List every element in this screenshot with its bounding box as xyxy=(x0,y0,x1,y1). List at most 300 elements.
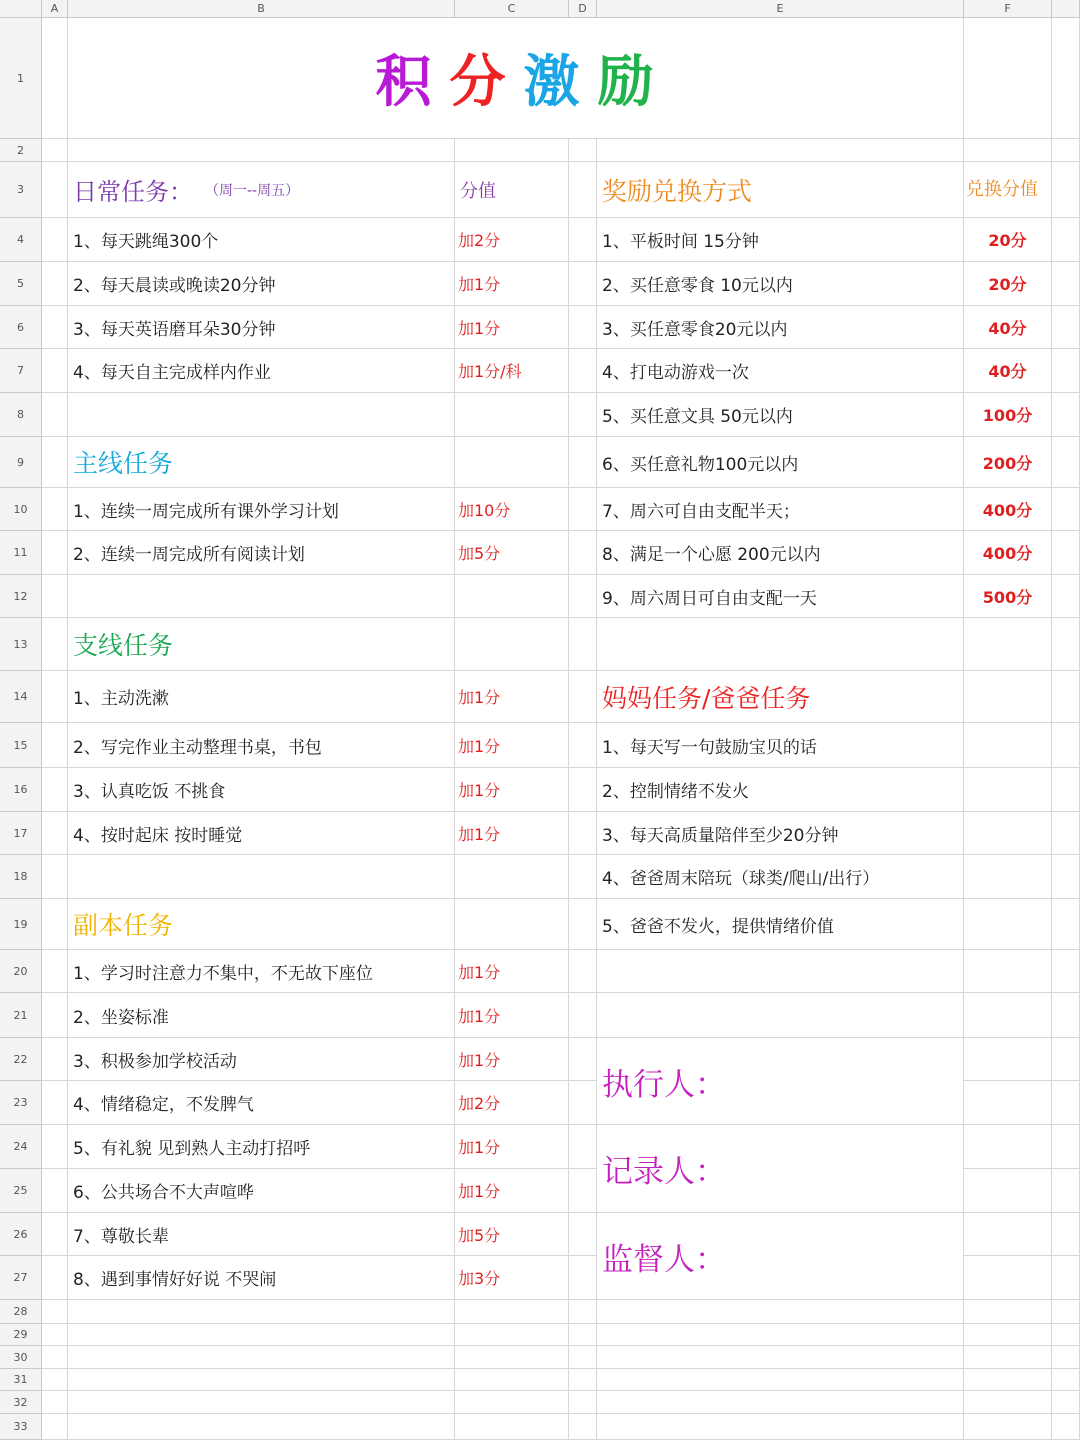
main-points-cell[interactable] xyxy=(455,488,569,531)
empty-cell[interactable] xyxy=(597,1414,964,1440)
empty-cell[interactable] xyxy=(42,768,68,812)
row-header-11[interactable]: 11 xyxy=(0,531,42,575)
row-header-25[interactable]: 25 xyxy=(0,1169,42,1213)
dungeon-points-value: 加1分 xyxy=(458,1182,501,1201)
empty-cell[interactable] xyxy=(569,768,597,812)
daily-points-value: 加2分 xyxy=(458,231,501,250)
side-points-value: 加1分 xyxy=(458,781,501,800)
main-task-text: 1、连续一周完成所有课外学习计划 xyxy=(73,501,339,522)
reward-cost-value: 200分 xyxy=(982,453,1033,473)
reward-cost-cell[interactable] xyxy=(964,306,1052,349)
column-header-b[interactable]: B xyxy=(68,0,455,18)
empty-cell[interactable] xyxy=(597,618,964,671)
empty-cell[interactable] xyxy=(42,1391,68,1414)
row-header-12[interactable]: 12 xyxy=(0,575,42,618)
dungeon-task-cell[interactable] xyxy=(68,1038,455,1081)
empty-cell[interactable] xyxy=(42,218,68,262)
empty-cell[interactable] xyxy=(42,1256,68,1300)
empty-cell[interactable] xyxy=(569,393,597,437)
empty-cell[interactable] xyxy=(1052,618,1080,671)
row-header-7[interactable]: 7 xyxy=(0,349,42,393)
row-header-16[interactable]: 16 xyxy=(0,768,42,812)
side-task-cell[interactable] xyxy=(68,723,455,768)
empty-cell[interactable] xyxy=(1052,1324,1080,1346)
reward-cost-value: 40分 xyxy=(988,318,1027,338)
empty-cell[interactable] xyxy=(597,1324,964,1346)
empty-cell[interactable] xyxy=(42,1081,68,1125)
daily-points-value: 加1分 xyxy=(458,275,501,294)
parent-task-text: 4、爸爸周末陪玩（球类/爬山/出行） xyxy=(602,869,880,889)
empty-cell[interactable] xyxy=(455,618,569,671)
empty-cell[interactable] xyxy=(455,393,569,437)
daily-task-cell[interactable] xyxy=(68,349,455,393)
empty-cell[interactable] xyxy=(569,162,597,218)
empty-cell[interactable] xyxy=(42,855,68,899)
reward-cost-cell[interactable] xyxy=(964,488,1052,531)
empty-cell[interactable] xyxy=(42,1038,68,1081)
empty-cell[interactable] xyxy=(42,531,68,575)
side-points-value: 加1分 xyxy=(458,736,501,756)
row-header-21[interactable]: 21 xyxy=(0,993,42,1038)
empty-cell[interactable] xyxy=(455,437,569,488)
side-points-cell[interactable] xyxy=(455,768,569,812)
empty-cell[interactable] xyxy=(68,1369,455,1391)
empty-cell[interactable] xyxy=(569,1038,597,1081)
row-header-4[interactable]: 4 xyxy=(0,218,42,262)
reward-cost-value: 20分 xyxy=(988,275,1027,294)
empty-cell[interactable] xyxy=(455,139,569,162)
empty-cell[interactable] xyxy=(569,1391,597,1414)
daily-points-value: 加1分 xyxy=(458,318,501,338)
dungeon-task-cell[interactable] xyxy=(68,1256,455,1300)
row-header-23[interactable]: 23 xyxy=(0,1081,42,1125)
dungeon-points-cell[interactable] xyxy=(455,1038,569,1081)
empty-cell[interactable] xyxy=(42,437,68,488)
empty-cell[interactable] xyxy=(964,855,1052,899)
empty-cell[interactable] xyxy=(1052,1414,1080,1440)
reward-item-cell[interactable] xyxy=(597,488,964,531)
empty-cell[interactable] xyxy=(1052,1300,1080,1324)
column-header-a[interactable]: A xyxy=(42,0,68,18)
parent-task-header: 妈妈任务/爸爸任务 xyxy=(602,683,811,713)
empty-cell[interactable] xyxy=(1052,1369,1080,1391)
empty-cell[interactable] xyxy=(569,1369,597,1391)
row-header-19[interactable]: 19 xyxy=(0,899,42,950)
empty-cell[interactable] xyxy=(42,139,68,162)
empty-cell[interactable] xyxy=(68,1391,455,1414)
empty-cell[interactable] xyxy=(597,1391,964,1414)
reward-text: 9、周六周日可自由支配一天 xyxy=(602,588,817,609)
empty-cell[interactable] xyxy=(42,18,68,139)
empty-cell[interactable] xyxy=(1052,1256,1080,1300)
empty-cell[interactable] xyxy=(964,1081,1052,1125)
empty-cell[interactable] xyxy=(597,993,964,1038)
title-char: 积 xyxy=(375,50,434,115)
row-header-8[interactable]: 8 xyxy=(0,393,42,437)
parent-task-cell[interactable] xyxy=(597,812,964,855)
empty-cell[interactable] xyxy=(1052,18,1080,139)
empty-cell[interactable] xyxy=(42,993,68,1038)
reward-text: 6、买任意礼物100元以内 xyxy=(602,454,799,475)
daily-points-cell[interactable] xyxy=(455,262,569,306)
dungeon-task-cell[interactable] xyxy=(68,1081,455,1125)
empty-cell[interactable] xyxy=(68,575,455,618)
empty-cell[interactable] xyxy=(569,1324,597,1346)
executor-cell[interactable] xyxy=(597,1038,964,1125)
empty-cell[interactable] xyxy=(42,1346,68,1369)
row-header-28[interactable]: 28 xyxy=(0,1300,42,1324)
row-header-24[interactable]: 24 xyxy=(0,1125,42,1169)
dungeon-points-cell[interactable] xyxy=(455,1169,569,1213)
parent-task-header-cell[interactable] xyxy=(597,671,964,723)
empty-cell[interactable] xyxy=(1052,139,1080,162)
column-header-d[interactable]: D xyxy=(569,0,597,18)
empty-cell[interactable] xyxy=(1052,1169,1080,1213)
parent-task-text: 5、爸爸不发火，提供情绪价值 xyxy=(602,916,834,937)
empty-cell[interactable] xyxy=(569,1300,597,1324)
reward-header-cell[interactable] xyxy=(597,162,964,218)
empty-cell[interactable] xyxy=(597,1369,964,1391)
empty-cell[interactable] xyxy=(569,349,597,393)
reward-item-cell[interactable] xyxy=(597,349,964,393)
main-task-cell[interactable] xyxy=(68,488,455,531)
empty-cell[interactable] xyxy=(569,575,597,618)
row-header-22[interactable]: 22 xyxy=(0,1038,42,1081)
empty-cell[interactable] xyxy=(1052,768,1080,812)
empty-cell[interactable] xyxy=(42,671,68,723)
empty-cell[interactable] xyxy=(597,1346,964,1369)
side-points-cell[interactable] xyxy=(455,812,569,855)
empty-cell[interactable] xyxy=(68,139,455,162)
reward-cost-cell[interactable] xyxy=(964,349,1052,393)
empty-cell[interactable] xyxy=(1052,349,1080,393)
dungeon-points-cell[interactable] xyxy=(455,1125,569,1169)
dungeon-task-cell[interactable] xyxy=(68,1213,455,1256)
daily-task-text: 2、每天晨读或晚读20分钟 xyxy=(73,276,276,296)
dungeon-points-cell[interactable] xyxy=(455,1256,569,1300)
main-points-cell[interactable] xyxy=(455,531,569,575)
side-task-cell[interactable] xyxy=(68,671,455,723)
reward-item-cell[interactable] xyxy=(597,575,964,618)
empty-cell[interactable] xyxy=(964,671,1052,723)
parent-task-cell[interactable] xyxy=(597,768,964,812)
empty-cell[interactable] xyxy=(964,1346,1052,1369)
empty-cell[interactable] xyxy=(1052,1346,1080,1369)
empty-cell[interactable] xyxy=(68,1300,455,1324)
empty-cell[interactable] xyxy=(42,262,68,306)
empty-cell[interactable] xyxy=(1052,855,1080,899)
row-header-20[interactable]: 20 xyxy=(0,950,42,993)
side-task-text: 4、按时起床 按时睡觉 xyxy=(73,825,243,846)
daily-points-cell[interactable] xyxy=(455,349,569,393)
empty-cell[interactable] xyxy=(964,1414,1052,1440)
empty-cell[interactable] xyxy=(42,899,68,950)
daily-points-label-cell[interactable] xyxy=(455,162,569,218)
row-header-1[interactable]: 1 xyxy=(0,18,42,139)
daily-points-cell[interactable] xyxy=(455,218,569,262)
row-header-31[interactable]: 31 xyxy=(0,1369,42,1391)
empty-cell[interactable] xyxy=(1052,218,1080,262)
dungeon-task-cell[interactable] xyxy=(68,1169,455,1213)
daily-task-cell[interactable] xyxy=(68,262,455,306)
empty-cell[interactable] xyxy=(42,162,68,218)
dungeon-points-cell[interactable] xyxy=(455,1081,569,1125)
dungeon-task-text: 2、坐姿标准 xyxy=(73,1007,169,1028)
empty-cell[interactable] xyxy=(569,1346,597,1369)
empty-cell[interactable] xyxy=(569,899,597,950)
empty-cell[interactable] xyxy=(964,1300,1052,1324)
daily-header-cell[interactable] xyxy=(68,162,455,218)
reward-cost-cell[interactable] xyxy=(964,575,1052,618)
empty-cell[interactable] xyxy=(42,1213,68,1256)
empty-cell[interactable] xyxy=(569,723,597,768)
empty-cell[interactable] xyxy=(1052,531,1080,575)
side-task-cell[interactable] xyxy=(68,812,455,855)
empty-cell[interactable] xyxy=(569,993,597,1038)
empty-cell[interactable] xyxy=(569,1414,597,1440)
empty-cell[interactable] xyxy=(1052,899,1080,950)
empty-cell[interactable] xyxy=(1052,1125,1080,1169)
reward-item-cell[interactable] xyxy=(597,393,964,437)
reward-text: 8、满足一个心愿 200元以内 xyxy=(602,545,821,565)
empty-cell[interactable] xyxy=(964,1125,1052,1169)
empty-cell[interactable] xyxy=(42,575,68,618)
side-points-cell[interactable] xyxy=(455,723,569,768)
daily-task-cell[interactable] xyxy=(68,306,455,349)
empty-cell[interactable] xyxy=(42,950,68,993)
reward-cost-cell[interactable] xyxy=(964,262,1052,306)
empty-cell[interactable] xyxy=(68,1414,455,1440)
empty-cell[interactable] xyxy=(455,899,569,950)
empty-cell[interactable] xyxy=(569,1256,597,1300)
dungeon-points-cell[interactable] xyxy=(455,950,569,993)
main-task-cell[interactable] xyxy=(68,531,455,575)
empty-cell[interactable] xyxy=(964,993,1052,1038)
empty-cell[interactable] xyxy=(42,349,68,393)
reward-item-cell[interactable] xyxy=(597,437,964,488)
reward-item-cell[interactable] xyxy=(597,531,964,575)
empty-cell[interactable] xyxy=(455,1391,569,1414)
reward-cost-cell[interactable] xyxy=(964,218,1052,262)
empty-cell[interactable] xyxy=(68,1324,455,1346)
parent-task-cell[interactable] xyxy=(597,723,964,768)
empty-cell[interactable] xyxy=(597,1300,964,1324)
empty-cell[interactable] xyxy=(964,812,1052,855)
daily-points-cell[interactable] xyxy=(455,306,569,349)
side-points-cell[interactable] xyxy=(455,671,569,723)
empty-cell[interactable] xyxy=(42,1125,68,1169)
empty-cell[interactable] xyxy=(1052,1038,1080,1081)
main-task-header-cell[interactable] xyxy=(68,437,455,488)
empty-cell[interactable] xyxy=(569,1213,597,1256)
main-points-value: 加10分 xyxy=(458,500,511,520)
side-task-text: 2、写完作业主动整理书桌，书包 xyxy=(73,737,322,758)
empty-cell[interactable] xyxy=(455,575,569,618)
empty-cell[interactable] xyxy=(569,488,597,531)
daily-task-text: 3、每天英语磨耳朵30分钟 xyxy=(73,319,276,340)
row-header-32[interactable]: 32 xyxy=(0,1391,42,1414)
empty-cell[interactable] xyxy=(1052,1213,1080,1256)
empty-cell[interactable] xyxy=(42,1300,68,1324)
select-all-corner[interactable] xyxy=(0,0,42,18)
column-header-e[interactable]: E xyxy=(597,0,964,18)
empty-cell[interactable] xyxy=(569,306,597,349)
row-header-2[interactable]: 2 xyxy=(0,139,42,162)
empty-cell[interactable] xyxy=(1052,993,1080,1038)
empty-cell[interactable] xyxy=(569,855,597,899)
empty-cell[interactable] xyxy=(1052,393,1080,437)
reward-item-cell[interactable] xyxy=(597,218,964,262)
empty-cell[interactable] xyxy=(569,218,597,262)
row-header-30[interactable]: 30 xyxy=(0,1346,42,1369)
reward-item-cell[interactable] xyxy=(597,262,964,306)
empty-cell[interactable] xyxy=(1052,723,1080,768)
empty-cell[interactable] xyxy=(569,437,597,488)
row-header-14[interactable]: 14 xyxy=(0,671,42,723)
empty-cell[interactable] xyxy=(68,1346,455,1369)
empty-cell[interactable] xyxy=(597,139,964,162)
side-task-header-cell[interactable] xyxy=(68,618,455,671)
row-header-5[interactable]: 5 xyxy=(0,262,42,306)
empty-cell[interactable] xyxy=(964,1169,1052,1213)
exchange-label-cell[interactable]: 兑换分值 xyxy=(964,162,1052,218)
empty-cell[interactable] xyxy=(455,1414,569,1440)
dungeon-task-cell[interactable] xyxy=(68,950,455,993)
side-points-value: 加1分 xyxy=(458,688,501,707)
empty-cell[interactable] xyxy=(68,393,455,437)
empty-cell[interactable] xyxy=(42,306,68,349)
row-header-33[interactable]: 33 xyxy=(0,1414,42,1440)
side-task-text: 1、主动洗漱 xyxy=(73,689,169,709)
reward-cost-cell[interactable] xyxy=(964,531,1052,575)
empty-cell[interactable] xyxy=(42,393,68,437)
dungeon-task-cell[interactable] xyxy=(68,1125,455,1169)
empty-cell[interactable] xyxy=(42,1369,68,1391)
main-points-value: 加5分 xyxy=(458,544,501,563)
title-cell[interactable] xyxy=(68,18,964,139)
daily-task-cell[interactable] xyxy=(68,218,455,262)
row-header-15[interactable]: 15 xyxy=(0,723,42,768)
empty-cell[interactable] xyxy=(455,1300,569,1324)
empty-cell[interactable] xyxy=(1052,1081,1080,1125)
empty-cell[interactable] xyxy=(569,1169,597,1213)
row-header-27[interactable]: 27 xyxy=(0,1256,42,1300)
column-header-f[interactable]: F xyxy=(964,0,1052,18)
empty-cell[interactable] xyxy=(569,671,597,723)
empty-cell[interactable] xyxy=(964,618,1052,671)
dungeon-task-text: 4、情绪稳定，不发脾气 xyxy=(73,1095,254,1115)
row-header-3[interactable]: 3 xyxy=(0,162,42,218)
row-header-13[interactable]: 13 xyxy=(0,618,42,671)
reward-header: 奖励兑换方式 xyxy=(602,176,753,206)
reward-cost-value: 20分 xyxy=(988,231,1027,250)
empty-cell[interactable] xyxy=(569,531,597,575)
empty-cell[interactable] xyxy=(964,1391,1052,1414)
empty-cell[interactable] xyxy=(964,899,1052,950)
empty-cell[interactable] xyxy=(42,1324,68,1346)
dungeon-task-header-cell[interactable] xyxy=(68,899,455,950)
empty-cell[interactable] xyxy=(964,1369,1052,1391)
empty-cell[interactable] xyxy=(569,950,597,993)
reward-cost-cell[interactable] xyxy=(964,437,1052,488)
empty-cell[interactable] xyxy=(569,262,597,306)
row-header-29[interactable]: 29 xyxy=(0,1324,42,1346)
empty-cell[interactable] xyxy=(42,1169,68,1213)
empty-cell[interactable] xyxy=(569,139,597,162)
row-header-9[interactable]: 9 xyxy=(0,437,42,488)
column-header-g[interactable] xyxy=(1052,0,1080,18)
row-header-10[interactable]: 10 xyxy=(0,488,42,531)
reward-item-cell[interactable] xyxy=(597,306,964,349)
empty-cell[interactable] xyxy=(964,139,1052,162)
empty-cell[interactable] xyxy=(42,812,68,855)
empty-cell[interactable] xyxy=(1052,671,1080,723)
empty-cell[interactable] xyxy=(68,855,455,899)
recorder-label: 记录人： xyxy=(602,1154,726,1190)
parent-task-cell[interactable] xyxy=(597,855,964,899)
empty-cell[interactable] xyxy=(1052,488,1080,531)
dungeon-points-cell[interactable] xyxy=(455,993,569,1038)
side-task-text: 3、认真吃饭 不挑食 xyxy=(73,782,226,802)
empty-cell[interactable] xyxy=(1052,262,1080,306)
empty-cell[interactable] xyxy=(455,1369,569,1391)
dungeon-points-cell[interactable] xyxy=(455,1213,569,1256)
empty-cell[interactable] xyxy=(1052,950,1080,993)
empty-cell[interactable] xyxy=(569,1125,597,1169)
empty-cell[interactable] xyxy=(964,1256,1052,1300)
empty-cell[interactable] xyxy=(569,812,597,855)
parent-task-cell[interactable] xyxy=(597,899,964,950)
dungeon-task-header: 副本任务 xyxy=(73,911,174,940)
empty-cell[interactable] xyxy=(597,950,964,993)
empty-cell[interactable] xyxy=(569,618,597,671)
empty-cell[interactable] xyxy=(1052,306,1080,349)
empty-cell[interactable] xyxy=(455,855,569,899)
empty-cell[interactable] xyxy=(42,488,68,531)
recorder-cell[interactable] xyxy=(597,1125,964,1213)
row-header-6[interactable]: 6 xyxy=(0,306,42,349)
empty-cell[interactable] xyxy=(1052,1391,1080,1414)
row-header-17[interactable]: 17 xyxy=(0,812,42,855)
empty-cell[interactable] xyxy=(964,1213,1052,1256)
column-header-c[interactable]: C xyxy=(455,0,569,18)
empty-cell[interactable] xyxy=(455,1346,569,1369)
empty-cell[interactable] xyxy=(964,950,1052,993)
dungeon-task-cell[interactable] xyxy=(68,993,455,1038)
empty-cell[interactable] xyxy=(964,1038,1052,1081)
empty-cell[interactable] xyxy=(42,618,68,671)
empty-cell[interactable] xyxy=(455,1324,569,1346)
row-header-26[interactable]: 26 xyxy=(0,1213,42,1256)
empty-cell[interactable] xyxy=(1052,812,1080,855)
empty-cell[interactable] xyxy=(42,723,68,768)
empty-cell[interactable] xyxy=(1052,162,1080,218)
dungeon-task-text: 1、学习时注意力不集中，不无故下座位 xyxy=(73,963,373,984)
empty-cell[interactable] xyxy=(1052,575,1080,618)
empty-cell[interactable] xyxy=(1052,437,1080,488)
dungeon-points-value: 加5分 xyxy=(458,1225,501,1245)
supervisor-cell[interactable] xyxy=(597,1213,964,1300)
empty-cell[interactable] xyxy=(569,1081,597,1125)
cell-f1[interactable] xyxy=(964,18,1052,139)
empty-cell[interactable] xyxy=(964,723,1052,768)
empty-cell[interactable] xyxy=(964,768,1052,812)
empty-cell[interactable] xyxy=(42,1414,68,1440)
side-task-cell[interactable] xyxy=(68,768,455,812)
row-header-18[interactable]: 18 xyxy=(0,855,42,899)
reward-cost-cell[interactable] xyxy=(964,393,1052,437)
empty-cell[interactable] xyxy=(964,1324,1052,1346)
